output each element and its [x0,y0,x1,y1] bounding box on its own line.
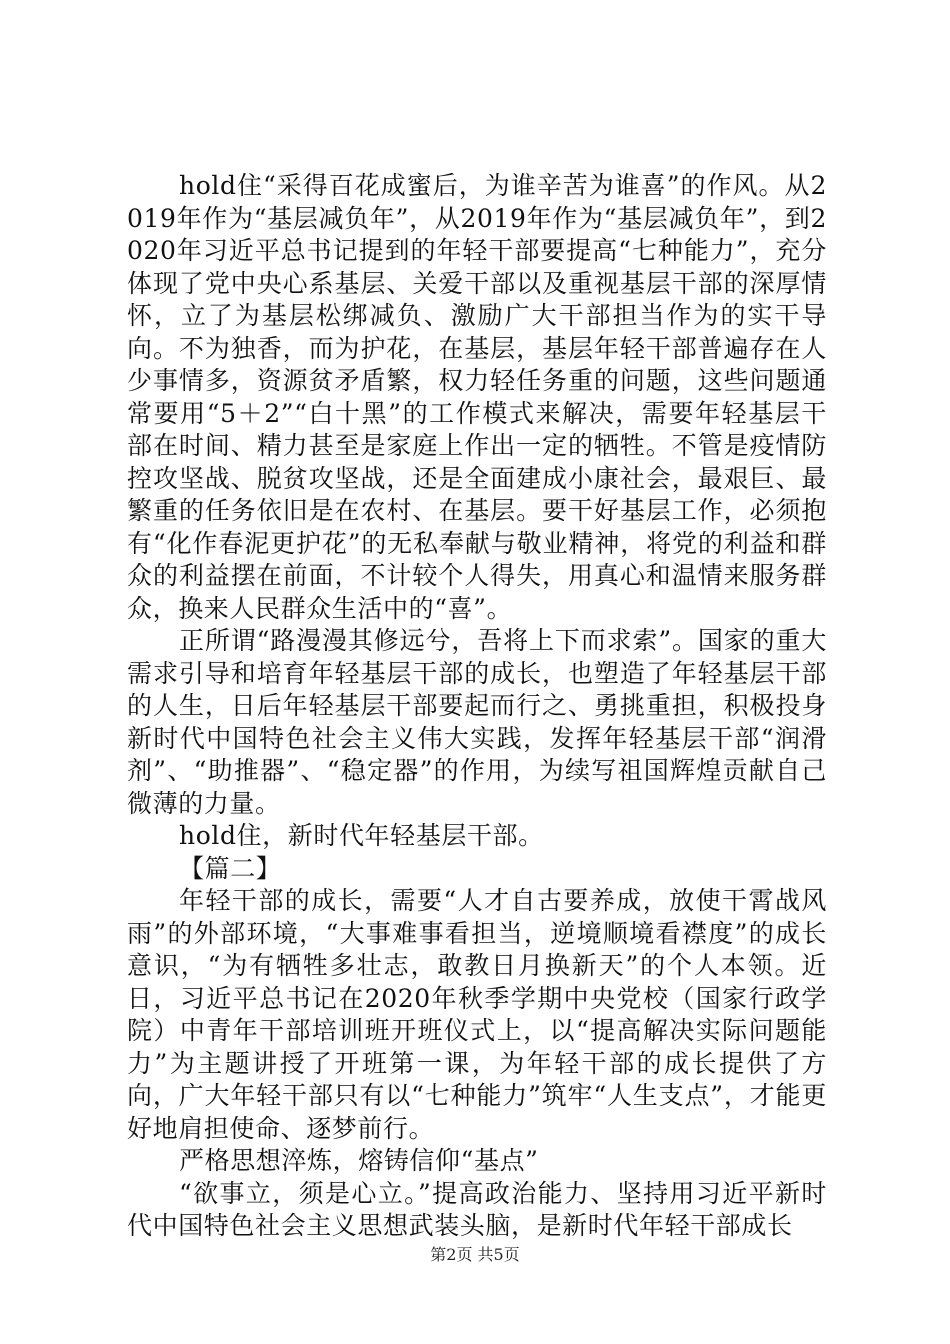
paragraph-2: 正所谓“路漫漫其修远兮，吾将上下而求索”。国家的重大需求引导和培育年轻基层干部的成长，也塑造了年轻基层干部的人生，日后年轻基层干部要起而行之、勇挑重担，积极投身新时代中国特色社会主义伟大实践，发挥年轻基层干部“润滑剂”、“助推器”、“稳定器”的作用，为续写祖国辉煌贡献自己微薄的力量。 [127,626,827,818]
paragraph-1: hold住“采得百花成蜜后，为谁辛苦为谁喜”的作风。从2019年作为“基层减负年”，从2019年作为“基层减负年”，到2020年习近平总书记提到的年轻干部要提高“七种能力”，充分体现了党中央心系基层、关爱干部以及重视基层干部的深厚情怀，立了为基层松绑减负、激励广大干部担当作为的实干导向。不为独香，而为护花，在基层，基层年轻干部普遍存在人少事情多，资源贫矛盾繁，权力轻任务重的问题，这些问题通常要用“5＋2”“白十黑”的工作模式来解决，需要年轻基层干部在时间、精力甚至是家庭上作出一定的牺牲。不管是疫情防控攻坚战、脱贫攻坚战，还是全面建成小康社会，最艰巨、最繁重的任务依旧是在农村、在基层。要干好基层工作，必须抱有“化作春泥更护花”的无私奉献与敬业精神，将党的利益和群众的利益摆在前面，不计较个人得失，用真心和温情来服务群众，换来人民群众生活中的“喜”。 [127,171,827,623]
subheading: 严格思想淬炼，熔铸信仰“基点” [179,1146,539,1175]
page-footer: 第2页 共5页 [430,1245,520,1264]
paragraph-4: 年轻干部的成长，需要“人才自古要养成，放使干霄战风雨”的外部环境，“大事难事看担当，逆境顺境看襟度”的成长意识，“为有牺牲多壮志，敢教日月换新天”的个人本领。近日，习近平总书记在2020年秋季学期中央党校（国家行政学院）中青年干部培训班开班仪式上，以“提高解决实际问题能力”为主题讲授了开班第一课，为年轻干部的成长提供了方向，广大年轻干部只有以“七种能力”筑牢“人生支点”，才能更好地肩担使命、逐梦前行。 [127,886,827,1143]
document-body [127,170,827,1243]
section-heading: 【篇二】 [179,853,282,883]
paragraph-3: hold住，新时代年轻基层干部。 [179,821,544,850]
paragraph-5: “欲事立，须是心立。”提高政治能力、坚持用习近平新时代中国特色社会主义思想武装头脑，是新时代年轻干部成长 [127,1178,827,1240]
